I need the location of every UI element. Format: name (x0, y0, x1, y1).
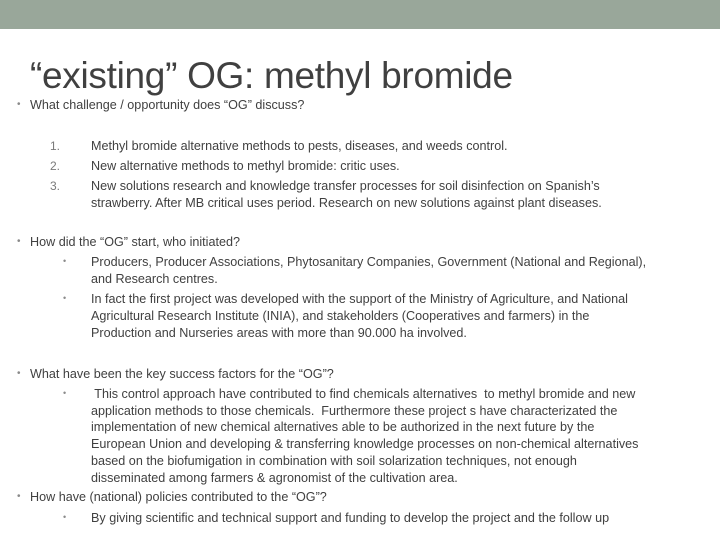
question-4: How have (national) policies contributed to the “OG”? (30, 490, 327, 504)
slide-title: “existing” OG: methyl bromide (30, 55, 513, 96)
list-item-line: based on the biofumigation in combination with soil solarization techniques, not enough (91, 454, 577, 468)
question-1: What challenge / opportunity does “OG” discuss? (30, 98, 305, 112)
sub-bullet-icon: • (63, 388, 67, 398)
slide-header-bar (0, 0, 720, 29)
item-number: 3. (50, 179, 61, 193)
list-item-line: By giving scientific and technical support and funding to develop the project and the follow up (91, 511, 610, 525)
item-number: 1. (50, 139, 61, 153)
list-item-line: New solutions research and knowledge transfer processes for soil disinfection on Spanish’s (91, 179, 600, 193)
bullet-icon: • (17, 491, 21, 502)
list-item-line: This control approach have contributed to find chemicals alternatives to methyl bromide and new (91, 387, 636, 401)
bullet-icon: • (17, 368, 21, 379)
list-item-line: Production and Nurseries areas with more than 90.000 ha involved. (91, 326, 467, 340)
bullet-icon: • (17, 236, 21, 247)
item-number: 2. (50, 159, 61, 173)
list-item-line: Methyl bromide alternative methods to pests, diseases, and weeds control. (91, 139, 508, 153)
list-item-line: Producers, Producer Associations, Phytosanitary Companies, Government (National and Regional), (91, 255, 647, 269)
bullet-icon: • (17, 99, 21, 110)
list-item-line: In fact the first project was developed with the support of the Ministry of Agriculture, and National (91, 292, 628, 306)
list-item-line: European Union and developing & transferring knowledge processes on non-chemical alternatives (91, 437, 639, 451)
sub-bullet-icon: • (63, 512, 67, 522)
list-item-line: New alternative methods to methyl bromide: critic uses. (91, 159, 400, 173)
question-3: What have been the key success factors for the “OG”? (30, 367, 334, 381)
sub-bullet-icon: • (63, 256, 67, 266)
list-item-line: strawberry. After MB critical uses period. Research on new solutions against plant diseases. (91, 196, 602, 210)
list-item-line: implementation of new chemical alternatives able to be authorized in the next future by the (91, 420, 595, 434)
question-2: How did the “OG” start, who initiated? (30, 235, 240, 249)
list-item-line: and Research centres. (91, 272, 218, 286)
sub-bullet-icon: • (63, 293, 67, 303)
list-item-line: Agricultural Research Institute (INIA), and stakeholders (Cooperatives and farmers) in the (91, 309, 590, 323)
list-item-line: disseminated among farmers & agronomist of the cultivation area. (91, 471, 458, 485)
list-item-line: application methods to those chemicals. Furthermore these project s have characterizated the (91, 404, 618, 418)
